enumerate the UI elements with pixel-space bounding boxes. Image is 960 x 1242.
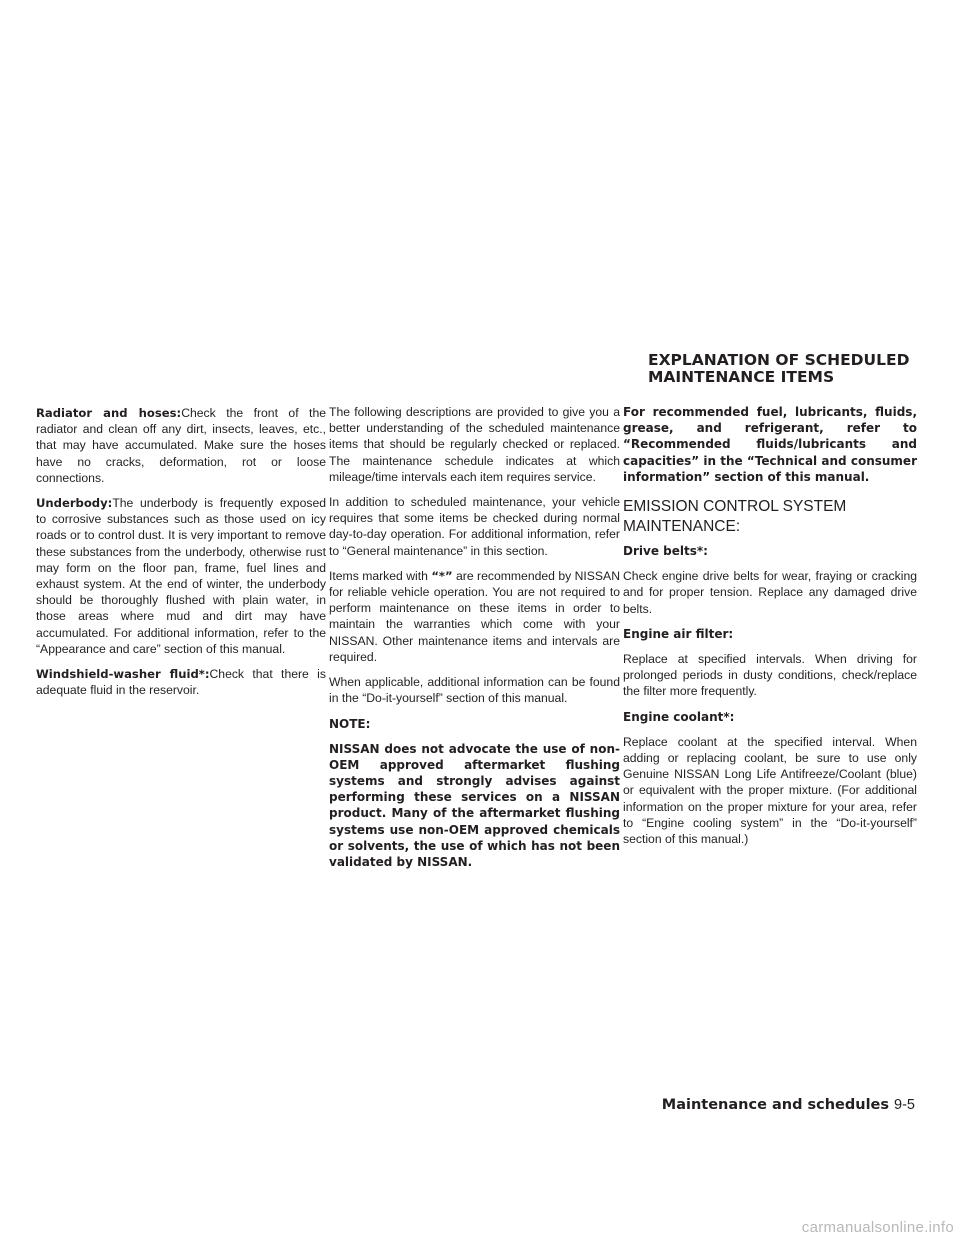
- coolant-heading: Engine coolant*:: [623, 709, 735, 724]
- underbody-text: The underbody is frequently exposed to corrosive substances such as those used on icy roads or to control dust. It is very important to remove these substances from the underbody, otherwise rust may form on the floor pan, frame, fuel lines and exhaust system. At the end of winter, the underbody should be thoroughly flushed with plain water, in those areas where mud and dirt may have accumulated. For additional information, refer to the “Appearance and care” section of this manual.: [36, 496, 326, 656]
- footer-chapter: Maintenance and schedules: [661, 1097, 890, 1113]
- intro-paragraph: The following descriptions are provided to give you a better understanding of the scheduled maintenance items that should be regularly checked or replaced. The maintenance schedule indicates at which mileage/time intervals each item requires service.: [329, 405, 620, 484]
- underbody-label: Underbody:: [36, 496, 113, 511]
- day-to-day-paragraph: In addition to scheduled maintenance, your vehicle requires that some items be checked during normal day-to-day operation. For additional information, refer to “General maintenance” in this section.: [329, 495, 620, 558]
- air-filter-heading: Engine air filter:: [623, 626, 734, 641]
- washer-text: Check that there is adequate fluid in the reservoir.: [36, 667, 326, 698]
- section-title-line2: MAINTENANCE ITEMS: [648, 368, 835, 386]
- page-number: 9-5: [894, 1097, 915, 1113]
- emission-heading: EMISSION CONTROL SYSTEM MAINTENANCE:: [623, 498, 847, 536]
- note-heading: NOTE:: [329, 717, 371, 732]
- drive-belts-text: Check engine drive belts for wear, fraying or cracking and for proper tension. Replace any damaged drive belts.: [623, 569, 917, 616]
- section-title: [648, 352, 948, 386]
- column-left: [36, 405, 326, 707]
- items-marked-pre: Items marked with: [329, 568, 432, 583]
- watermark: carmanualsonline.info: [801, 1219, 954, 1236]
- column-right: [623, 404, 917, 856]
- note-body: NISSAN does not advocate the use of non-OEM approved aftermarket flushing systems and strongly advises against performing these services on a NISSAN product. Many of the aftermarket flushing systems use non-OEM approved chemicals or solvents, the use of which has not been validated by NISSAN.: [329, 741, 620, 870]
- radiator-text: Check the front of the radiator and clean off any dirt, insects, leaves, etc., that may have accumulated. Make sure the hoses have no cracks, deformation, rot or loose connections.: [36, 406, 326, 485]
- items-marked-post: are recommended by NISSAN for reliable vehicle operation. You are not required to perform maintenance on these items in order to maintain the warranties which come with your NISSAN. Other maintenance items and intervals are required.: [329, 568, 620, 664]
- column-middle: [329, 404, 620, 870]
- asterisk-mark: “*”: [431, 568, 453, 583]
- air-filter-text: Replace at specified intervals. When driving for prolonged periods in dusty conditions, check/replace the filter more frequently.: [623, 652, 917, 699]
- fuel-lubricants-paragraph: For recommended fuel, lubricants, fluids, grease, and refrigerant, refer to “Recommended fluids/lubricants and capacities” in the “Technical and consumer information” section of this manual.: [623, 405, 917, 484]
- washer-label: Windshield-washer fluid*:: [36, 667, 210, 682]
- radiator-paragraph: [36, 405, 326, 486]
- items-marked-paragraph: [329, 568, 620, 665]
- underbody-paragraph: [36, 495, 326, 657]
- section-title-line1: EXPLANATION OF SCHEDULED: [648, 351, 910, 369]
- drive-belts-heading: Drive belts*:: [623, 544, 708, 559]
- page-footer: [662, 1097, 915, 1113]
- coolant-text: Replace coolant at the specified interval. When adding or replacing coolant, be sure to use only Genuine NISSAN Long Life Antifreeze/Coolant (blue) or equivalent with the proper mixture. (For additional information on the proper mixture for your area, refer to “Engine cooling system” in the “Do-it-yourself” section of this manual.): [623, 734, 917, 847]
- do-it-yourself-paragraph: When applicable, additional information can be found in the “Do-it-yourself” section of this manual.: [329, 675, 620, 706]
- washer-paragraph: [36, 666, 326, 698]
- radiator-label: Radiator and hoses:: [36, 406, 182, 420]
